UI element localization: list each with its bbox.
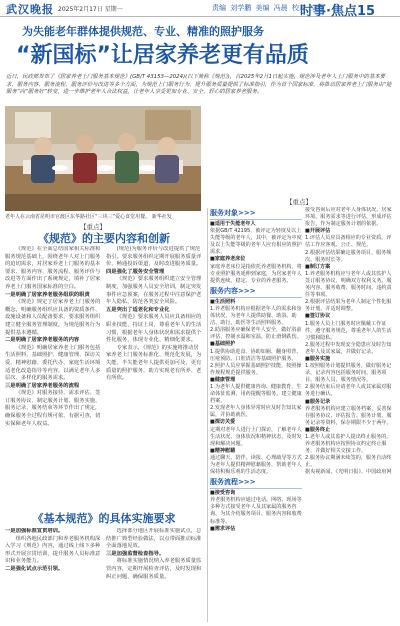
body-paragraph: 1.养老服务机构应与老年人或其监护人签订服务协议，明确双方权利义务、服务内容、服务收费、服务时间、违约责任等事项。	[305, 270, 392, 299]
section-subheading: 一是明确了居家养老服务组织的职责	[5, 291, 90, 298]
body-paragraph: 《规范》要求服务人员应具备相应的职业技能，持证上岗，尊重老年人的生活习惯，根据老年人身体状况和需求提供个性化服务，体现专业化、精细化要求。	[106, 314, 202, 344]
body-paragraph: 2.助浴服务应确保老年人安全，做好浴前评估，控制水温和室温，防止滑倒跌伤。	[210, 327, 302, 341]
body-paragraph: 1.老年人或其监护人提出终止服务的，养老服务机构应按照协议约定终止服务，并做好相关交接工作。	[305, 434, 392, 455]
item-heading: ■服务记录	[305, 398, 331, 405]
masthead	[0, 0, 400, 17]
body-paragraph: 养老服务机构应通过电话、网络、现场等多种方式接受老年人及其家属的服务咨询，为其介绍服务项目、服务内容和收费标准等。	[210, 497, 302, 525]
body-paragraph: 组织各地民政部门和养老服务机构深入学习《规范》内容，通过线上线下多种形式开展宣贯培训，提升服务人员标准意识和业务能力。	[5, 535, 101, 565]
body-paragraph: 2.发现老年人身体异常时应及时告知其家属，并协助就医。	[210, 405, 302, 419]
section-subheading: 三是加强监督检查指导。	[106, 550, 165, 557]
bottom-section-heading: 《基本规范》的具体实施要求	[32, 512, 176, 525]
photo-caption: 老年人在云南省昆明市官渡区东华路社区“三块三”爱心食堂用餐。 新华社发	[5, 214, 172, 220]
body-paragraph: 通过聊天、陪伴、读报、心理疏导等方式为老年人提供精神慰藉服务，帮助老年人保持积极乐观的生活态度。	[210, 454, 302, 476]
item-heading: ■家庭养老床位	[210, 256, 246, 263]
body-paragraph: 2.服务过程中发现安全隐患应及时告知老年人及其家属，并做好记录。	[305, 341, 392, 355]
body-paragraph: 定期对老年人进行上门探访，了解老年人生活状况、身体状况和精神状态，及时发现和解决问题。	[210, 426, 302, 447]
newspaper-logo: 武汉晚报	[6, 3, 54, 16]
bottom-column-2	[106, 528, 203, 622]
section-title-bar: 服务流程>>>	[210, 478, 302, 489]
body-paragraph: 1.提供协助进食、协助如厕、翻身叩背、压疮预防、口腔清洁等基础照护服务。	[210, 348, 302, 362]
section-subheading: 四是强化了服务安全管理	[106, 268, 165, 275]
item-heading: ■接受咨询	[210, 490, 236, 497]
body-paragraph: 2.服务协议期满未续签的，服务自动终止。	[305, 455, 392, 469]
body-paragraph: 选择部分地区开展标准实施试点，总结推广典型经验做法，以点带面推动标准全面落地见效。	[106, 528, 202, 550]
section-title: 时事·焦点15	[300, 4, 376, 19]
body-paragraph: 1.为老年人提供健康咨询、健康教育、生命体征监测、用药提醒等服务，建立健康档案。	[210, 383, 302, 405]
right-column-2	[305, 207, 396, 622]
item-heading: ■服务终止	[305, 426, 331, 433]
item-heading: ■服务实施	[305, 355, 331, 362]
item-heading: ■基础照护	[210, 341, 236, 348]
section-title-bar: 服务对象>>>	[210, 209, 302, 220]
left-section-heading: 《规范》的主要内容和创新	[38, 232, 170, 245]
body-paragraph: 专家表示，《规范》的实施将推动居家养老上门服务标准化、规范化发展，为失能、半失能老年人提供更加可及、更有质量的照护服务，助力实现老有所养、老有所依。	[106, 344, 202, 382]
left-column-1	[5, 246, 102, 508]
news-photo	[5, 106, 201, 211]
item-heading: ■开展评估	[305, 228, 331, 235]
body-paragraph: 据央视新闻、《光明日报》、中国政府网	[305, 469, 392, 476]
body-paragraph: 养老服务机构应建立服务档案，妥善保存服务协议、评估报告、服务计划、服务记录等资料，保存期限不少于两年。	[305, 405, 392, 426]
item-heading: ■健康管理	[210, 376, 236, 383]
lede-paragraph: 近日，民政部发布了《居家养老上门服务基本规范》(GB/T 43153—2024)(以下简称《规范》)，自2025年2月1日起实施，规范涉及老年人上门服务中的基本要求、服务内容、服务流程、服务评价与改进等多个方面，为规范上门服务行为、提升服务质量提供了标准指引，作为首个国家标准，将推动居家养老上门服务由“能服务”向“服务好”转变，进一步维护老年人合法权益，让老年人享受更加专业、安全、舒心的居家养老服务。	[6, 74, 392, 96]
section-subheading: 五是突出了适老化和专业化	[106, 306, 170, 313]
section-subheading: 三是明确了居家养老服务的流程	[5, 382, 80, 389]
bottom-column-1	[5, 528, 102, 622]
body-paragraph: 《规范》在全面总结国家相关标准和服务规范基础上，围绕老年人对上门服务的迫切需求，对居家养老上门服务的基本要求、服务内容、服务流程、服务评价与改进等方面作出了系统规定，填补了居家养老上门服务国家标准的空白。	[5, 246, 101, 290]
issue-date: 2025年2月17日 星期一	[58, 6, 123, 13]
section-title-bar: 服务内容>>>	[210, 287, 302, 298]
body-paragraph: 2.照护人员应掌握基础照护技能，按照操作规程规范提供服务。	[210, 362, 302, 376]
item-heading: ■精神慰藉	[210, 447, 236, 454]
section-subheading: 一是加强标准宣贯培训。	[5, 528, 64, 534]
body-paragraph: 1.评估人员应具备相应的专业资质，评估工作应客观、公正、规范。	[305, 235, 392, 249]
body-paragraph: 《规范》要求服务组织建立安全管理制度，加强服务人员安全培训，制定突发事件应急预案，在服务过程中注意保护老年人隐私，防范各类安全风险。	[106, 276, 202, 306]
body-paragraph: 2.根据评估结果为老年人制定个性化服务计划，并适时调整。	[305, 299, 392, 313]
item-heading: ■探访关爱	[210, 419, 236, 426]
body-paragraph: 2.根据评估结果确定服务项目、服务频次、服务时长等。	[305, 249, 392, 263]
body-paragraph: 接受咨询后应对老年人身体状况、居家环境、服务需求等进行评估，形成评估报告，作为制定服务计划的依据。	[305, 207, 392, 228]
item-heading: ■生活照料	[210, 298, 236, 305]
headline-title: “新国标”让居家养老更有品质	[16, 43, 309, 68]
body-paragraph: 《规范》明确居家养老上门服务包括生活照料、基础照护、健康管理、探访关爱、精神慰藉、委托代办、家庭生活环境适老化改造指导等内容，以满足老年人多层次、多样化的服务需求。	[5, 344, 101, 382]
body-paragraph: 1.服务人员上门服务时应佩戴工作证件，遵守服务规范，尊重老年人的生活习惯和隐私。	[305, 320, 392, 341]
body-paragraph: (规范)为服务评价与改进提供了规范指引。要求服务组织定期开展服务质量评价，畅通投诉渠道，及时改进服务质量。	[106, 246, 202, 268]
section-subheading: 二是明确了居家养老服务的内容	[5, 337, 80, 344]
section-subheading: 二是强化试点示范引领。	[5, 565, 64, 572]
body-paragraph: 依据GB/T 42195，被评定为轻度及以上失能等级的老年人，其中，被评定为中度及以上失能等级的老年人应有相应的照护需求。	[210, 228, 302, 256]
item-heading: ■签订协议	[305, 313, 331, 320]
column-divider	[207, 208, 208, 622]
dining-scene-image	[5, 106, 201, 211]
left-section-tag: 【重点】	[80, 223, 106, 231]
item-heading: ■需求评估	[210, 525, 236, 532]
body-paragraph: 将标准实施情况纳入养老服务质量监管内容，定期开展检查评估，及时发现和纠正问题，确保服务质量。	[106, 558, 202, 580]
headline-subtitle: 为失能老年群体提供规范、专业、精准的照护服务	[22, 25, 264, 38]
body-paragraph: 2.服务结束后应请老年人或其家属对服务进行确认。	[305, 384, 392, 398]
body-paragraph: 1.养老服务机构应根据老年人的需求和身体状况，为老年人提供助餐、助浴、助洁、助行、助医等生活照料服务。	[210, 305, 302, 327]
right-section-tag: 【重点】	[286, 198, 312, 206]
item-heading: ■制订方案	[305, 263, 331, 270]
body-paragraph: 《规范》规定了居家养老上门服务的概念，明确服务组织应具备的资质条件、设施设备和人员配备要求，要求服务组织建立健全服务管理制度，为规范服务行为提供基本遵循。	[5, 299, 101, 336]
body-paragraph: 1.按照服务计划提供服务，做好服务记录，记录内容包括服务时间、服务项目、服务人员、服务情况等。	[305, 363, 392, 384]
right-column-1	[210, 207, 302, 622]
left-column-2	[106, 246, 203, 508]
editor-credits: 责编 刘学鹏 美编 冯晨 校对 文胜	[212, 4, 325, 12]
body-paragraph: 《规范》对服务接待、需求评估、签订服务协议、制定服务计划、服务实施、服务记录、服务结束等环节作出了规定，确保服务全过程有规可依、有据可查，切实保障老年人权益。	[5, 390, 101, 427]
item-heading: ■适用于失能老年人	[210, 221, 256, 227]
body-paragraph: 家庭养老床位是指依托养老服务机构，将专业照护服务延伸到家庭，为居家老年人提供连续、稳定、专业的养老服务。	[210, 263, 302, 284]
